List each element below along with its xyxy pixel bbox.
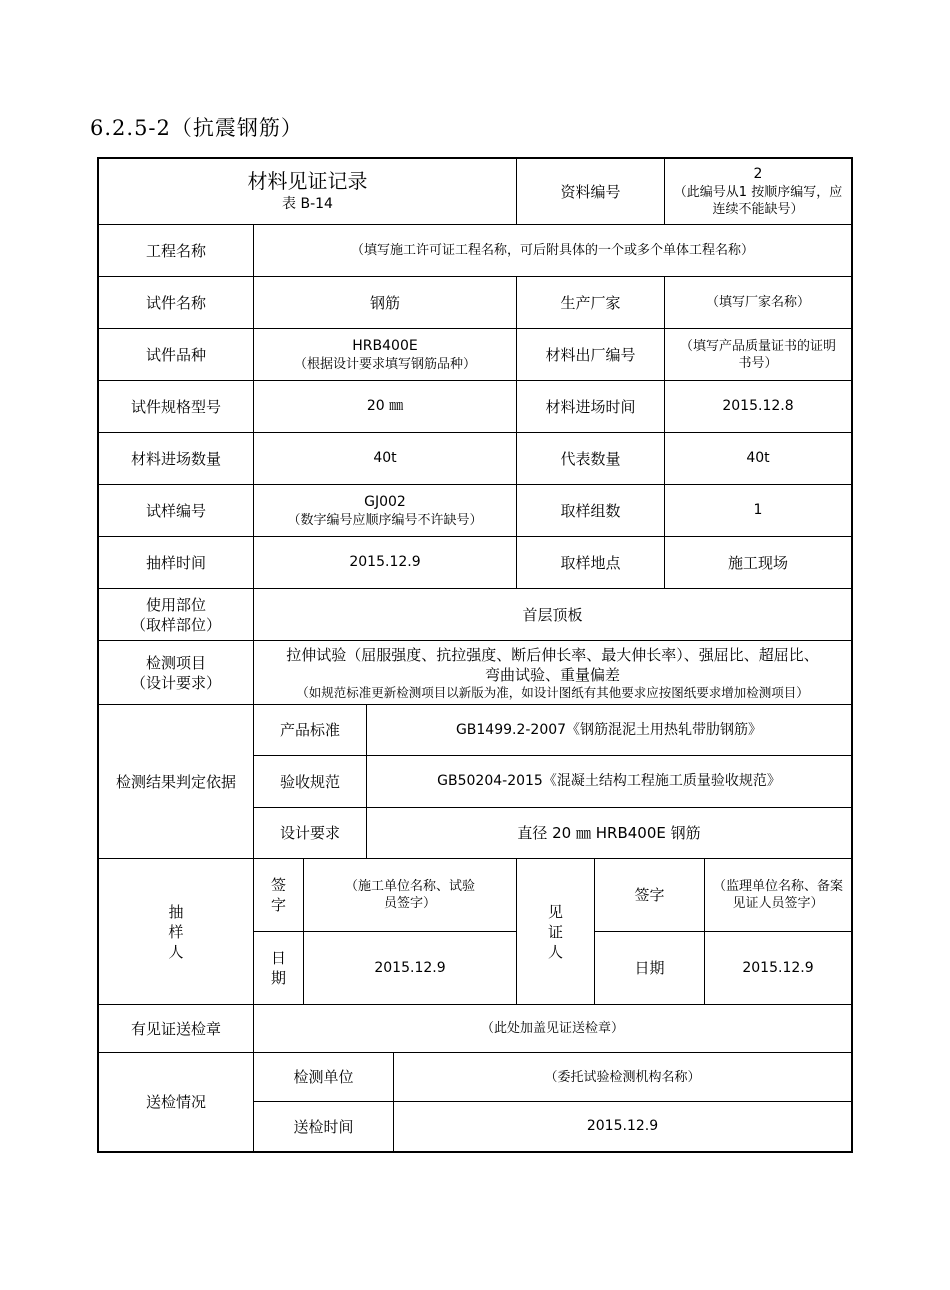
test-items-note: （如规范标准更新检测项目以新版为准，如设计图纸有其他要求应按图纸要求增加检测项目） bbox=[296, 684, 809, 700]
basis-product-standard-label: 产品标准 bbox=[254, 705, 367, 756]
test-items-line-1: 拉伸试验（屈服强度、抗拉强度、断后伸长率、最大伸长率）、强屈比、超屈比、 bbox=[286, 645, 819, 664]
basis-label: 检测结果判定依据 bbox=[99, 705, 254, 859]
group-count-value: 1 bbox=[665, 485, 851, 537]
factory-no-value: （填写产品质量证书的证明书号） bbox=[665, 329, 851, 381]
basis-acceptance-spec-label: 验收规范 bbox=[254, 756, 367, 808]
factory-no-label: 材料出厂编号 bbox=[517, 329, 665, 381]
sample-no-cell bbox=[254, 485, 517, 537]
specimen-type-cell bbox=[254, 329, 517, 381]
project-label: 工程名称 bbox=[99, 225, 254, 277]
test-items-label-cell bbox=[99, 641, 254, 705]
usage-label: 使用部位 bbox=[145, 595, 206, 614]
sampling-place-label: 取样地点 bbox=[517, 537, 665, 589]
sampler-sign-value: （施工单位名称、试验员签字） bbox=[304, 859, 517, 932]
project-value: （填写施工许可证工程名称，可后附具体的一个或多个单体工程名称） bbox=[254, 225, 851, 277]
specimen-type-label: 试件品种 bbox=[99, 329, 254, 381]
witness-label-cell bbox=[517, 859, 595, 1005]
specimen-type-hint: （根据设计要求填写钢筋品种） bbox=[293, 356, 476, 372]
usage-sublabel: （取样部位） bbox=[130, 615, 221, 634]
section-title: 6.2.5-2（抗震钢筋） bbox=[90, 116, 303, 140]
witness-date-value: 2015.12.9 bbox=[705, 932, 851, 1005]
doc-no-hint: （此编号从1 按顺序编写，应连续不能缺号） bbox=[673, 185, 843, 217]
sampler-sign-label-1: 签 bbox=[270, 876, 286, 894]
witness-label-2: 证 bbox=[547, 922, 563, 941]
witness-sign-label: 签字 bbox=[595, 859, 705, 932]
witness-date-label: 日期 bbox=[595, 932, 705, 1005]
sampler-date-label-1: 日 bbox=[270, 949, 286, 967]
witness-label-3: 人 bbox=[547, 942, 563, 961]
sampling-time-label: 抽样时间 bbox=[99, 537, 254, 589]
form-title: 材料见证记录 bbox=[247, 169, 368, 193]
doc-no-cell bbox=[665, 159, 851, 225]
sampler-label-3: 人 bbox=[168, 942, 184, 961]
doc-no-label: 资料编号 bbox=[517, 159, 665, 225]
stamp-value: （此处加盖见证送检章） bbox=[254, 1005, 851, 1053]
testing-unit-value: （委托试验检测机构名称） bbox=[394, 1053, 851, 1102]
group-count-label: 取样组数 bbox=[517, 485, 665, 537]
test-items-sublabel: （设计要求） bbox=[130, 673, 221, 692]
doc-no-value: 2 bbox=[753, 166, 763, 182]
specimen-name-label: 试件名称 bbox=[99, 277, 254, 329]
submission-label: 送检情况 bbox=[99, 1053, 254, 1151]
spec-label: 试件规格型号 bbox=[99, 381, 254, 433]
sampler-date-value: 2015.12.9 bbox=[304, 932, 517, 1005]
sample-no-hint: （数字编号应顺序编号不许缺号） bbox=[287, 512, 483, 528]
witness-sign-value: （监理单位名称、备案见证人员签字） bbox=[705, 859, 851, 932]
test-items-line-2: 弯曲试验、重量偏差 bbox=[484, 665, 620, 684]
usage-label-cell bbox=[99, 589, 254, 641]
sampler-sign-label-2: 字 bbox=[270, 896, 286, 914]
material-witness-form bbox=[97, 157, 853, 1153]
manufacturer-value: （填写厂家名称） bbox=[665, 277, 851, 329]
sampling-time-value: 2015.12.9 bbox=[254, 537, 517, 589]
basis-design-req-value: 直径 20 ㎜ HRB400E 钢筋 bbox=[367, 808, 851, 859]
testing-unit-label: 检测单位 bbox=[254, 1053, 394, 1102]
rep-qty-value: 40t bbox=[665, 433, 851, 485]
form-title-cell bbox=[99, 159, 517, 225]
witness-label-1: 见 bbox=[547, 902, 563, 921]
stamp-label: 有见证送检章 bbox=[99, 1005, 254, 1053]
basis-acceptance-spec-value: GB50204-2015《混凝土结构工程施工质量验收规范》 bbox=[367, 756, 851, 808]
test-items-label: 检测项目 bbox=[145, 653, 206, 672]
sampler-date-label-2: 期 bbox=[270, 969, 286, 987]
specimen-name-value: 钢筋 bbox=[254, 277, 517, 329]
sample-no-label: 试样编号 bbox=[99, 485, 254, 537]
sampler-label-1: 抽 bbox=[168, 902, 184, 921]
entry-time-value: 2015.12.8 bbox=[665, 381, 851, 433]
usage-value: 首层顶板 bbox=[254, 589, 851, 641]
sample-no-value: GJ002 bbox=[364, 493, 406, 510]
submission-time-value: 2015.12.9 bbox=[586, 1118, 659, 1134]
submission-time-label: 送检时间 bbox=[254, 1102, 394, 1151]
entry-qty-value: 40t bbox=[254, 433, 517, 485]
sampler-sign-label-cell bbox=[254, 859, 304, 932]
sampler-label-cell bbox=[99, 859, 254, 1005]
entry-qty-label: 材料进场数量 bbox=[99, 433, 254, 485]
specimen-type-value: HRB400E bbox=[352, 337, 418, 354]
manufacturer-label: 生产厂家 bbox=[517, 277, 665, 329]
form-number: 表 B-14 bbox=[282, 196, 333, 212]
sampler-date-label-cell bbox=[254, 932, 304, 1005]
basis-design-req-label: 设计要求 bbox=[254, 808, 367, 859]
test-items-cell bbox=[254, 641, 851, 705]
rep-qty-label: 代表数量 bbox=[517, 433, 665, 485]
sampling-place-value: 施工现场 bbox=[665, 537, 851, 589]
spec-value: 20 ㎜ bbox=[254, 381, 517, 433]
entry-time-label: 材料进场时间 bbox=[517, 381, 665, 433]
basis-product-standard-value: GB1499.2-2007《钢筋混泥土用热轧带肋钢筋》 bbox=[367, 705, 851, 756]
sampler-label-2: 样 bbox=[168, 922, 184, 941]
